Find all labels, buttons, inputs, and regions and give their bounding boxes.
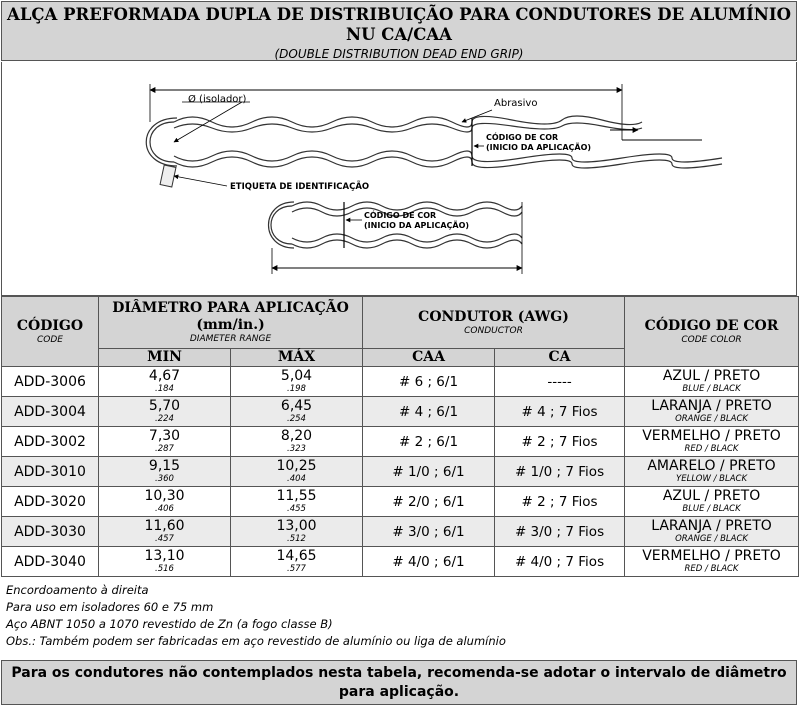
min-in: .360 [155,474,174,484]
cell-ca: # 2 ; 7 Fios [495,487,625,517]
id-tag [160,165,176,187]
header-ca-label: CA [548,349,571,365]
title-box [1,1,797,61]
header-caa-label: CAA [412,349,445,365]
min-mm: 5,70 [148,398,181,414]
cell-max [231,547,363,577]
cell-caa: # 2 ; 6/1 [363,427,495,457]
min-in: .406 [155,504,174,514]
cor-pt: VERMELHO / PRETO [642,428,781,444]
header-codigo-en: CODE [37,334,63,345]
page-subtitle: (DOUBLE DISTRIBUTION DEAD END GRIP) [274,47,524,61]
min-mm: 4,67 [148,368,181,384]
grip-large [146,116,722,168]
cell-min [99,517,231,547]
header-caa [363,349,495,367]
min-in: .184 [155,384,174,394]
cell-ca: ----- [495,367,625,397]
cell-ca: # 2 ; 7 Fios [495,427,625,457]
header-codigo-label: CÓDIGO [16,317,84,334]
cell-min [99,487,231,517]
cell-cor [625,367,799,397]
product-drawing [1,62,797,296]
cell-ca: # 4 ; 7 Fios [495,397,625,427]
min-in: .457 [155,534,174,544]
cell-caa: # 6 ; 6/1 [363,367,495,397]
footer-note: Para os condutores não contemplados nesta tabela, recomenda-se adotar o intervalo de diâmetro para aplicação. [1,660,797,705]
table-row [2,427,799,457]
cor-en: BLUE / BLACK [682,504,741,514]
min-mm: 10,30 [144,488,185,504]
cell-cor [625,397,799,427]
header-ca [495,349,625,367]
table-row [2,487,799,517]
table-row [2,457,799,487]
notes [6,582,506,650]
max-mm: 8,20 [280,428,313,444]
header-cor-label: CÓDIGO DE COR [644,317,779,334]
cell-ca: # 3/0 ; 7 Fios [495,517,625,547]
max-mm: 10,25 [276,458,317,474]
max-mm: 14,65 [276,548,317,564]
cell-code: ADD-3004 [2,397,99,427]
cell-min [99,397,231,427]
min-mm: 13,10 [144,548,185,564]
label-etiqueta: ETIQUETA DE IDENTIFICAÇÃO [230,182,370,192]
cell-cor [625,547,799,577]
header-diametro-en: DIAMETER RANGE [189,334,272,344]
cell-min [99,427,231,457]
max-mm: 13,00 [276,518,317,534]
min-in: .516 [155,564,174,574]
label-abrasivo: Abrasivo [494,98,538,109]
min-mm: 11,60 [144,518,185,534]
header-max-label: MÁX [277,349,316,365]
table-row [2,547,799,577]
max-in: .254 [287,414,306,424]
table-body [2,367,799,577]
cell-min [99,367,231,397]
page-title: ALÇA PREFORMADA DUPLA DE DISTRIBUIÇÃO PARA CONDUTORES DE ALUMÍNIO NU CA/CAA [7,5,791,44]
min-mm: 9,15 [148,458,181,474]
cor-pt: VERMELHO / PRETO [642,548,781,564]
header-codigo [2,297,99,367]
header-diametro-unit: (mm/in.) [196,317,265,333]
label-codigo-cor-1b: (INICIO DA APLICAÇÃO) [486,143,592,152]
header-cor [625,297,799,367]
max-mm: 5,04 [280,368,313,384]
cor-pt: AZUL / PRETO [662,488,761,504]
header-min [99,349,231,367]
cell-code: ADD-3010 [2,457,99,487]
cell-max [231,517,363,547]
cell-code: ADD-3030 [2,517,99,547]
cor-en: ORANGE / BLACK [675,534,748,544]
grip-diagram [2,62,798,296]
cell-caa: # 4 ; 6/1 [363,397,495,427]
header-condutor-en: CONDUCTOR [464,325,523,336]
header-max [231,349,363,367]
cell-max [231,457,363,487]
min-in: .224 [155,414,174,424]
max-in: .577 [287,564,306,574]
cell-code: ADD-3002 [2,427,99,457]
cell-min [99,457,231,487]
cor-en: BLUE / BLACK [682,384,741,394]
label-codigo-cor-1a: CÓDIGO DE COR [486,133,559,142]
label-isolador: Ø (isolador) [188,94,247,105]
max-mm: 11,55 [276,488,317,504]
cor-en: RED / BLACK [684,444,739,454]
cor-en: RED / BLACK [684,564,739,574]
cell-caa: # 1/0 ; 6/1 [363,457,495,487]
cell-caa: # 3/0 ; 6/1 [363,517,495,547]
max-in: .512 [287,534,306,544]
header-cor-en: CODE COLOR [681,334,742,345]
label-codigo-cor-2b: (INICIO DA APLICAÇÃO) [364,221,470,230]
cell-caa: # 2/0 ; 6/1 [363,487,495,517]
min-in: .287 [155,444,174,454]
cell-max [231,367,363,397]
cell-min [99,547,231,577]
max-in: .455 [287,504,306,514]
cor-pt: LARANJA / PRETO [651,398,772,414]
cor-en: ORANGE / BLACK [675,414,748,424]
note: Encordoamento à direita [6,583,149,597]
cell-code: ADD-3006 [2,367,99,397]
cor-pt: LARANJA / PRETO [651,518,772,534]
cell-ca: # 4/0 ; 7 Fios [495,547,625,577]
cell-cor [625,427,799,457]
cell-max [231,487,363,517]
cell-ca: # 1/0 ; 7 Fios [495,457,625,487]
table-row [2,397,799,427]
label-codigo-cor-2a: CÓDIGO DE COR [364,211,437,220]
cell-caa: # 4/0 ; 6/1 [363,547,495,577]
cell-max [231,397,363,427]
max-in: .404 [287,474,306,484]
spec-table [1,296,799,577]
table-row [2,517,799,547]
header-diametro-label: DIÂMETRO PARA APLICAÇÃO [112,300,349,316]
header-diametro [99,297,363,349]
max-in: .323 [287,444,306,454]
note: Para uso em isoladores 60 e 75 mm [6,600,214,614]
cell-cor [625,487,799,517]
max-in: .198 [287,384,306,394]
cell-cor [625,517,799,547]
table-row [2,367,799,397]
max-mm: 6,45 [280,398,313,414]
cor-en: YELLOW / BLACK [676,474,748,484]
min-mm: 7,30 [148,428,181,444]
header-condutor-label: CONDUTOR (AWG) [418,308,569,325]
header-condutor [363,297,625,349]
note: Obs.: Também podem ser fabricadas em aço revestido de alumínio ou liga de alumínio [6,634,506,648]
cor-pt: AMARELO / PRETO [647,458,776,474]
cell-max [231,427,363,457]
cell-code: ADD-3040 [2,547,99,577]
header-min-label: MIN [147,349,182,365]
cell-code: ADD-3020 [2,487,99,517]
cell-cor [625,457,799,487]
cor-pt: AZUL / PRETO [662,368,761,384]
note: Aço ABNT 1050 a 1070 revestido de Zn (a fogo classe B) [6,617,333,631]
